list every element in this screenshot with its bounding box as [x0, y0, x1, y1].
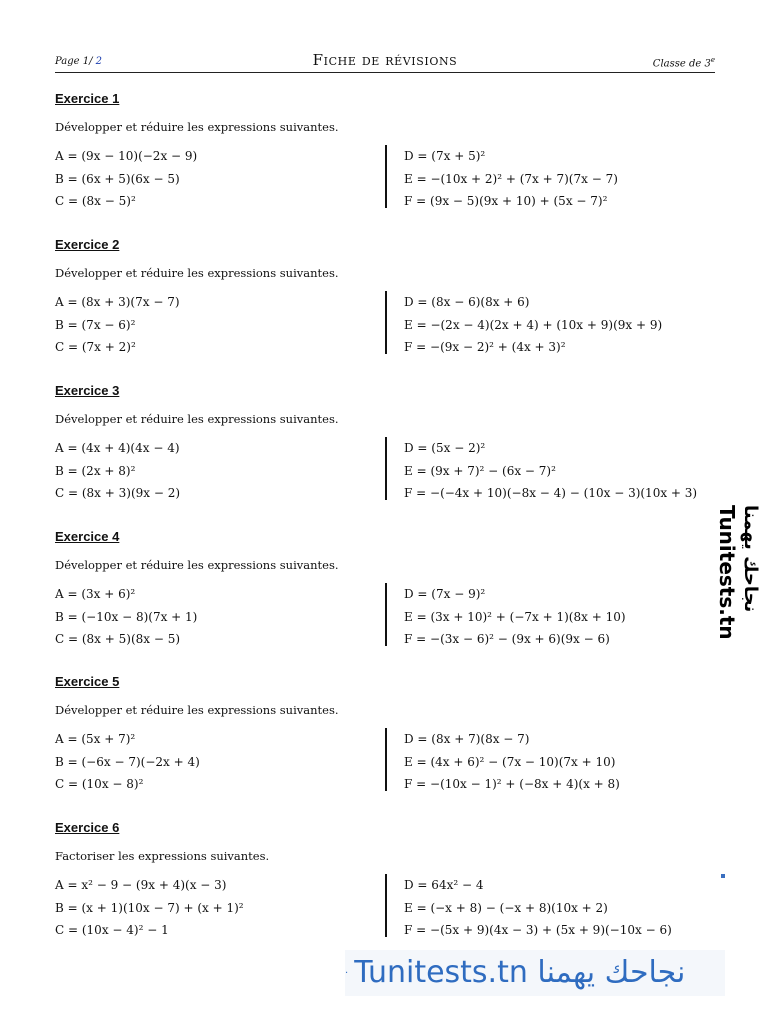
expression-grid	[55, 145, 715, 214]
expression: E = (4x + 6)² − (7x − 10)(7x + 10)	[404, 754, 616, 769]
column-divider	[385, 145, 387, 208]
expression: B = (2x + 8)²	[55, 463, 136, 478]
expression: C = (7x + 2)²	[55, 340, 136, 354]
expression: D = 64x² − 4	[404, 878, 484, 892]
expression-column-left	[55, 291, 380, 359]
exercise-instruction: Développer et réduire les expressions suivantes.	[55, 266, 339, 280]
bottom-watermark-lead: ·	[345, 967, 349, 979]
expression: C = (8x + 5)(8x − 5)	[55, 632, 181, 646]
expression: D = (7x − 9)²	[404, 587, 486, 601]
expression: A = (9x − 10)(−2x − 9)	[55, 149, 198, 163]
exercise-title: Exercice 5	[55, 674, 120, 689]
expression-column-left	[55, 728, 380, 796]
expression: B = (−10x − 8)(7x + 1)	[55, 609, 198, 624]
exercise-title: Exercice 2	[55, 237, 120, 252]
page-number-prefix: Page 1/	[55, 56, 93, 67]
expression: D = (7x + 5)²	[404, 149, 486, 163]
exercise-5	[55, 673, 715, 797]
expression-column-left	[55, 145, 380, 213]
exercise-instruction: Développer et réduire les expressions suivantes.	[55, 120, 339, 134]
expression: B = (x + 1)(10x − 7) + (x + 1)²	[55, 900, 244, 915]
expression: A = (8x + 3)(7x − 7)	[55, 295, 180, 309]
column-divider	[385, 437, 387, 500]
expression: B = (7x − 6)²	[55, 317, 136, 332]
page-total-link[interactable]: 2	[92, 56, 103, 67]
exercise-instruction: Développer et réduire les expressions suivantes.	[55, 703, 339, 717]
column-divider	[385, 291, 387, 354]
expression-column-left	[55, 874, 380, 942]
expression: C = (8x + 3)(9x − 2)	[55, 486, 181, 500]
expression-grid	[55, 437, 715, 506]
expression: D = (8x − 6)(8x + 6)	[404, 295, 530, 309]
document-title: Fiche de révisions	[312, 51, 458, 69]
expression: D = (8x + 7)(8x − 7)	[404, 732, 530, 746]
expression: C = (8x − 5)²	[55, 194, 136, 208]
exercise-title: Exercice 6	[55, 820, 120, 835]
vertical-watermark-line1: Tunitests.tn	[715, 505, 739, 640]
exercise-3	[55, 382, 715, 506]
expression: E = −(2x − 4)(2x + 4) + (10x + 9)(9x + 9)	[404, 317, 663, 332]
expression: A = x² − 9 − (9x + 4)(x − 3)	[55, 878, 227, 892]
expression-grid	[55, 874, 715, 943]
expression-column-right	[404, 291, 724, 359]
bottom-watermark-text: Tunitests.tn نجاحك يهمنا	[354, 955, 686, 990]
expression: F = (9x − 5)(9x + 10) + (5x − 7)²	[404, 194, 608, 208]
expression: E = (9x + 7)² − (6x − 7)²	[404, 463, 556, 478]
expression-column-right	[404, 437, 724, 505]
exercise-instruction: Développer et réduire les expressions suivantes.	[55, 558, 339, 572]
column-divider	[385, 728, 387, 791]
expression: C = (10x − 4)² − 1	[55, 923, 169, 937]
expression-column-right	[404, 583, 724, 651]
exercise-title: Exercice 3	[55, 383, 120, 398]
vertical-watermark-line2: نجاحك يهمنا	[740, 505, 761, 613]
column-divider	[385, 583, 387, 646]
exercise-title: Exercice 4	[55, 529, 120, 544]
exercise-6	[55, 819, 715, 943]
expression: E = −(10x + 2)² + (7x + 7)(7x − 7)	[404, 171, 618, 186]
expression: C = (10x − 8)²	[55, 777, 144, 791]
bottom-watermark	[345, 950, 725, 996]
exercise-title: Exercice 1	[55, 91, 120, 106]
expression: E = (−x + 8) − (−x + 8)(10x + 2)	[404, 900, 608, 915]
expression-column-right	[404, 728, 724, 796]
exercise-instruction: Développer et réduire les expressions suivantes.	[55, 412, 339, 426]
class-level	[653, 56, 715, 69]
expression: A = (5x + 7)²	[55, 732, 136, 746]
expression-grid	[55, 583, 715, 652]
expression-column-left	[55, 437, 380, 505]
exercise-1	[55, 90, 715, 214]
expression-column-right	[404, 145, 724, 213]
expression: F = −(3x − 6)² − (9x + 6)(9x − 6)	[404, 632, 610, 646]
column-divider	[385, 874, 387, 937]
expression-grid	[55, 291, 715, 360]
class-level-prefix: Classe de 3	[652, 58, 711, 70]
class-level-sup: e	[710, 56, 715, 64]
expression: E = (3x + 10)² + (−7x + 1)(8x + 10)	[404, 609, 626, 624]
expression-column-right	[404, 874, 724, 942]
exercise-instruction: Factoriser les expressions suivantes.	[55, 849, 270, 863]
watermark-dot	[721, 874, 725, 878]
expression: F = −(−4x + 10)(−8x − 4) − (10x − 3)(10x + 3)	[404, 486, 698, 500]
expression: F = −(5x + 9)(4x − 3) + (5x + 9)(−10x − 6)	[404, 923, 672, 937]
expression: B = (−6x − 7)(−2x + 4)	[55, 754, 200, 769]
vertical-watermark	[717, 505, 761, 745]
expression-grid	[55, 728, 715, 797]
expression: A = (4x + 4)(4x − 4)	[55, 441, 180, 455]
page-header	[55, 50, 715, 73]
exercise-2	[55, 236, 715, 360]
expression: F = −(10x − 1)² + (−8x + 4)(x + 8)	[404, 777, 620, 791]
expression-column-left	[55, 583, 380, 651]
expression: A = (3x + 6)²	[55, 587, 136, 601]
expression: B = (6x + 5)(6x − 5)	[55, 171, 180, 186]
expression: F = −(9x − 2)² + (4x + 3)²	[404, 340, 566, 354]
exercise-4	[55, 528, 715, 652]
expression: D = (5x − 2)²	[404, 441, 486, 455]
